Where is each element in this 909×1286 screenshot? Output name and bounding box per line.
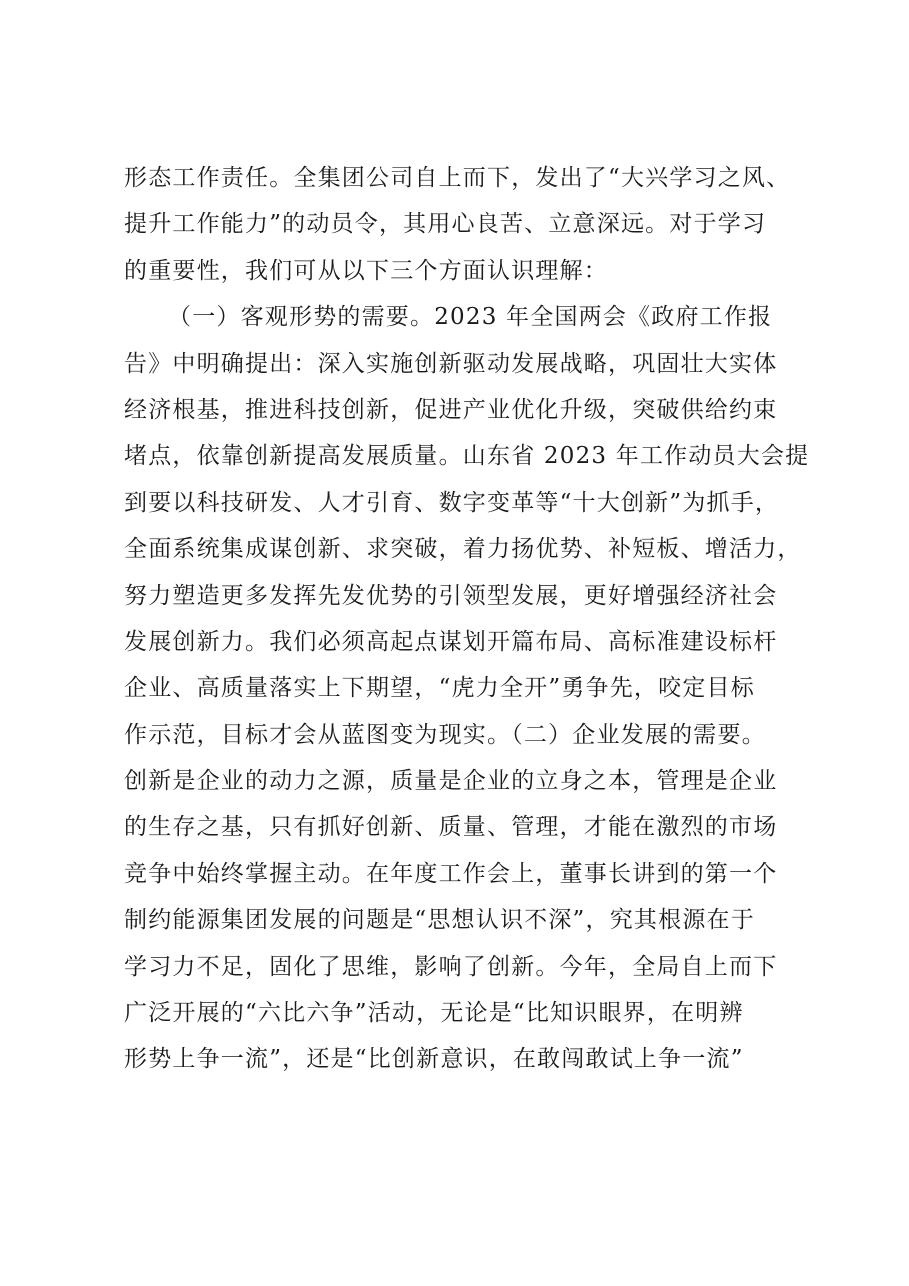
text-line: （一）客观形势的需要。2023 年全国两会《政府工作报: [168, 304, 773, 331]
text-line: 形态工作责任。全集团公司自上而下，发出了“大兴学习之风、: [124, 165, 791, 191]
text-line: 形势上争一流”，还是“比创新意识，在敢闯敢试上争一流”: [124, 1046, 744, 1073]
text-line: 经济根基，推进科技创新，促进产业优化升级，突破供给约束: [124, 396, 778, 423]
text-line: 努力塑造更多发挥先发优势的引领型发展，更好增强经济社会: [124, 582, 778, 609]
text-line: 全面系统集成谋创新、求突破，着力扬优势、补短板、增活力，: [124, 536, 802, 563]
body-text: [124, 155, 814, 1083]
text-line: 的重要性，我们可从以下三个方面认识理解：: [124, 257, 608, 284]
text-line: 堵点，依靠创新提高发展质量。山东省 2023 年工作动员大会提: [124, 443, 810, 470]
text-line: 发展创新力。我们必须高起点谋划开篇布局、高标准建设标杆: [124, 628, 778, 655]
text-line: 学习力不足，固化了思维，影响了创新。今年，全局自上而下: [124, 953, 778, 980]
text-line: 告》中明确提出：深入实施创新驱动发展战略，巩固壮大实体: [124, 350, 778, 377]
text-line: 提升工作能力”的动员令，其用心良苦、立意深远。对于学习: [124, 211, 767, 238]
text-line: 到要以科技研发、人才引育、数字变革等“十大创新”为抓手，: [124, 489, 780, 516]
text-line: 企业、高质量落实上下期望，“虎力全开”勇争先，咬定目标: [124, 675, 755, 702]
text-line: 创新是企业的动力之源，质量是企业的立身之本，管理是企业: [124, 768, 778, 795]
text-line: 作示范，目标才会从蓝图变为现实。（二）企业发展的需要。: [124, 721, 766, 748]
text-line: 制约能源集团发展的问题是“思想认识不深”，究其根源在于: [124, 907, 755, 934]
text-line: 的生存之基，只有抓好创新、质量、管理，才能在激烈的市场: [124, 814, 778, 841]
text-line: 广泛开展的“六比六争”活动，无论是“比知识眼界，在明辨: [124, 1000, 744, 1027]
text-line: 竞争中始终掌握主动。在年度工作会上，董事长讲到的第一个: [124, 860, 778, 887]
